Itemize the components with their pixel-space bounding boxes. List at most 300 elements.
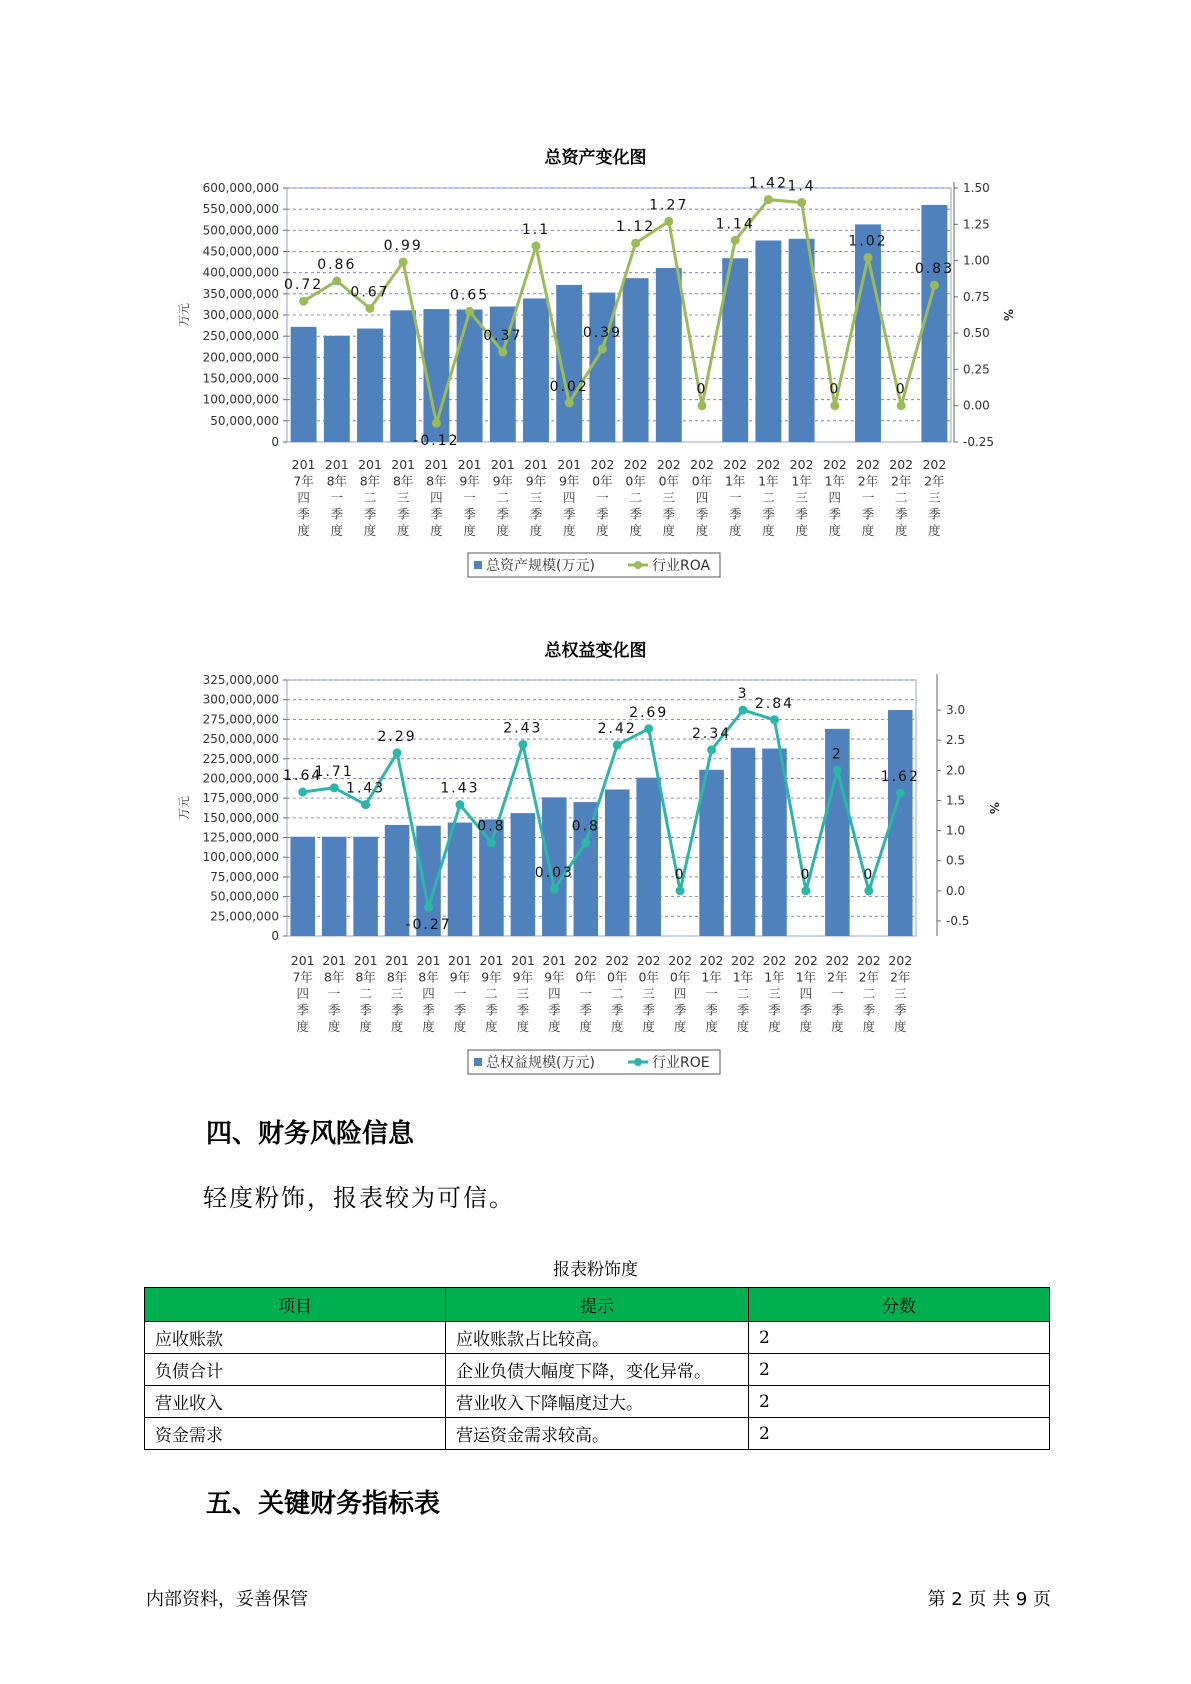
x-tick-label: 1年 [791, 473, 812, 489]
data-label: 0 [895, 381, 907, 398]
x-tick-label: 201 [490, 457, 515, 472]
data-label: 0.86 [317, 256, 357, 273]
y2-tick-label: 1.5 [946, 793, 966, 808]
data-label: 1.62 [880, 769, 920, 786]
bar [789, 239, 815, 442]
data-label: 2.84 [754, 695, 795, 712]
x-tick-label: 202 [668, 953, 693, 968]
line-point [801, 886, 810, 895]
column-header: 项目 [145, 1288, 446, 1322]
x-tick-label: 202 [922, 457, 947, 472]
bar [324, 336, 350, 442]
bar [390, 310, 416, 442]
y-tick-label: 325,000,000 [202, 673, 279, 687]
y2-tick-label: 0.50 [963, 326, 990, 341]
x-tick-label: 三 [396, 490, 410, 505]
x-tick-label: 二 [862, 986, 876, 1001]
x-tick-label: 8年 [386, 969, 408, 985]
y-tick-label: 150,000,000 [202, 371, 279, 386]
data-label: 0.03 [534, 865, 574, 882]
data-label: 0 [800, 866, 812, 883]
x-tick-label: 四 [422, 986, 435, 1001]
x-tick-label: 201 [385, 953, 410, 968]
x-tick-label: 季 [485, 1002, 498, 1018]
y2-tick-label: 0.25 [963, 362, 990, 377]
risk-table-caption: 报表粉饰度 [553, 1260, 638, 1280]
x-tick-label: 二 [762, 490, 775, 505]
x-tick-label: 四 [297, 490, 310, 505]
table-row [145, 1322, 1050, 1354]
x-tick-label: 一 [831, 986, 844, 1001]
x-tick-label: 度 [928, 523, 941, 538]
x-tick-label: 一 [861, 490, 875, 505]
table-cell: 营运资金需求较高。 [446, 1418, 749, 1450]
footer-confidential: 内部资料，妥善保管 [146, 1589, 308, 1610]
bar [322, 837, 347, 936]
y2-tick-label: 3.0 [946, 703, 966, 718]
x-tick-label: 2年 [858, 969, 880, 985]
x-tick-label: 202 [731, 953, 755, 968]
footer-page-number: 第 2 页 共 9 页 [927, 1589, 1051, 1610]
x-tick-label: 季 [728, 506, 742, 522]
data-label: 1.02 [848, 233, 888, 250]
x-tick-label: 度 [516, 1019, 530, 1034]
bar [589, 293, 615, 442]
line-point [770, 715, 779, 724]
column-header: 提示 [446, 1288, 749, 1322]
x-tick-label: 一 [596, 490, 609, 505]
bar [457, 309, 483, 442]
line-point [598, 345, 607, 354]
line-point [864, 886, 873, 895]
x-tick-label: 度 [562, 523, 576, 538]
x-tick-label: 一 [327, 986, 341, 1001]
line-point [631, 239, 640, 248]
x-tick-label: 1年 [701, 969, 722, 985]
x-tick-label: 季 [596, 506, 609, 522]
x-tick-label: 201 [322, 953, 347, 968]
table-cell: 应收账款 [145, 1322, 446, 1354]
x-tick-label: 一 [330, 490, 344, 505]
chart-title-assets: 总资产变化图 [544, 148, 647, 168]
data-label: 0.8 [571, 818, 600, 835]
data-label: 1.1 [521, 222, 551, 239]
risk-table [144, 1287, 1050, 1450]
x-tick-label: 201 [542, 953, 567, 968]
x-tick-label: 201 [290, 953, 315, 968]
x-tick-label: 202 [856, 457, 880, 472]
line-point [833, 766, 842, 775]
x-tick-label: 度 [496, 523, 510, 538]
x-tick-label: 四 [430, 490, 443, 505]
table-cell: 营业收入下降幅度过大。 [446, 1386, 749, 1418]
y-tick-label: 50,000,000 [210, 889, 279, 904]
table-cell: 2 [749, 1354, 1050, 1386]
line-point [707, 745, 716, 754]
x-tick-label: 202 [623, 457, 648, 472]
x-tick-label: 度 [430, 523, 443, 538]
y-tick-label: 100,000,000 [202, 392, 279, 407]
x-tick-label: 季 [762, 506, 775, 522]
line-point [739, 706, 748, 715]
data-label: 0.65 [450, 287, 490, 304]
data-label: 0 [674, 866, 686, 883]
table-header-row [145, 1288, 1050, 1322]
y2-tick-label: 1.50 [963, 181, 990, 195]
data-label: 1.43 [346, 780, 386, 797]
x-tick-label: 202 [789, 457, 814, 472]
x-tick-label: 1年 [758, 473, 779, 489]
x-tick-label: 季 [894, 506, 908, 522]
x-tick-label: 度 [297, 523, 310, 538]
x-tick-label: 202 [888, 953, 913, 968]
x-tick-label: 二 [363, 490, 377, 505]
x-tick-label: 度 [728, 523, 742, 538]
x-tick-label: 二 [629, 490, 642, 505]
data-label: 0 [829, 381, 841, 398]
data-label: 0.83 [914, 261, 954, 278]
y-axis-title: 万元 [177, 795, 191, 821]
y-tick-label: 400,000,000 [202, 265, 279, 280]
data-label: 0.8 [477, 818, 506, 835]
y-tick-label: 75,000,000 [210, 869, 279, 884]
line-point [399, 258, 408, 267]
x-tick-label: 四 [296, 986, 309, 1001]
bar [357, 329, 383, 442]
x-tick-label: 季 [610, 1002, 624, 1018]
line-point [864, 253, 873, 262]
x-tick-label: 季 [359, 1002, 372, 1018]
y-tick-label: 250,000,000 [202, 329, 279, 344]
x-tick-label: 四 [548, 986, 561, 1001]
x-tick-label: 度 [673, 1019, 687, 1034]
data-label: 0.67 [350, 284, 390, 301]
x-tick-label: 一 [463, 490, 476, 505]
y-tick-label: 150,000,000 [202, 810, 279, 825]
line-point [565, 398, 574, 407]
table-cell: 应收账款占比较高。 [446, 1322, 749, 1354]
x-tick-label: 一 [705, 986, 718, 1001]
y2-tick-label: 2.0 [946, 763, 966, 778]
x-tick-label: 9年 [525, 473, 547, 489]
x-tick-label: 二 [496, 490, 510, 505]
x-tick-label: 202 [756, 457, 781, 472]
x-tick-label: 202 [590, 457, 615, 472]
x-tick-label: 1年 [824, 473, 846, 489]
x-tick-label: 季 [629, 506, 642, 522]
x-tick-label: 一 [728, 490, 742, 505]
table-cell: 2 [749, 1386, 1050, 1418]
line-point [698, 401, 707, 410]
x-tick-label: 度 [695, 523, 709, 538]
data-label: 0 [696, 381, 708, 398]
y2-axis-title: % [1001, 308, 1015, 322]
line-point [797, 198, 806, 207]
risk-summary: 轻度粉饰，报表较为可信。 [203, 1184, 515, 1212]
x-tick-label: 度 [579, 1019, 593, 1034]
x-tick-label: 度 [894, 523, 908, 538]
x-tick-label: 度 [894, 1019, 907, 1034]
section-5-title: 五、关键财务指标表 [206, 1489, 441, 1519]
x-tick-label: 度 [463, 523, 476, 538]
legend-label: 总资产规模(万元) [486, 558, 595, 574]
y2-tick-label: 1.00 [963, 253, 990, 268]
x-tick-label: 季 [579, 1002, 593, 1018]
x-tick-label: 度 [485, 1019, 498, 1034]
x-tick-label: 度 [330, 523, 344, 538]
data-label: 2.43 [503, 720, 543, 737]
table-cell: 2 [749, 1418, 1050, 1450]
y2-tick-label: 0.75 [963, 289, 990, 304]
x-tick-label: 201 [557, 457, 582, 472]
x-tick-label: 度 [736, 1019, 750, 1034]
x-tick-label: 四 [562, 490, 576, 505]
x-tick-label: 202 [889, 457, 914, 472]
x-tick-label: 度 [831, 1019, 844, 1034]
x-tick-label: 8年 [355, 969, 376, 985]
y-tick-label: 450,000,000 [202, 244, 279, 259]
x-tick-label: 201 [291, 457, 316, 472]
x-tick-label: 季 [327, 1002, 341, 1018]
bar [605, 789, 630, 936]
x-tick-label: 201 [358, 457, 382, 472]
y-tick-label: 300,000,000 [202, 692, 279, 707]
x-tick-label: 三 [642, 986, 655, 1001]
legend-label: 行业ROE [652, 1055, 710, 1071]
line-point [644, 724, 653, 733]
legend-swatch-point [634, 561, 642, 569]
bar [511, 813, 536, 936]
x-tick-label: 201 [457, 457, 482, 472]
y2-tick-label: 0.5 [946, 853, 966, 868]
table-row [145, 1386, 1050, 1418]
line-point [498, 348, 507, 357]
x-tick-label: 201 [324, 457, 349, 472]
data-label: 2.42 [597, 721, 637, 738]
line-point [930, 281, 939, 290]
x-tick-label: 2年 [857, 473, 879, 489]
y2-tick-label: 1.25 [963, 217, 990, 232]
line-point [393, 748, 402, 757]
data-label: 0 [863, 866, 875, 883]
x-tick-label: 202 [605, 953, 630, 968]
data-label: 2.34 [691, 725, 732, 742]
x-tick-label: 一 [453, 986, 467, 1001]
bar [523, 298, 549, 442]
x-tick-label: 季 [529, 506, 543, 522]
line-point [764, 195, 773, 204]
x-tick-label: 季 [330, 506, 344, 522]
x-tick-label: 201 [524, 457, 548, 472]
x-tick-label: 8年 [323, 969, 345, 985]
line-point [332, 276, 341, 285]
x-tick-label: 季 [928, 506, 941, 522]
data-label: 0.37 [483, 328, 523, 345]
data-label: -0.12 [413, 433, 460, 450]
data-label: -0.27 [405, 917, 452, 934]
y-tick-label: 0 [271, 435, 279, 449]
column-header: 分数 [749, 1288, 1050, 1322]
x-tick-label: 二 [736, 986, 750, 1001]
x-tick-label: 季 [768, 1002, 781, 1018]
x-tick-label: 1年 [795, 969, 817, 985]
bar [636, 778, 661, 936]
x-tick-label: 三 [928, 490, 941, 505]
x-tick-label: 季 [642, 1002, 655, 1018]
x-tick-label: 202 [723, 457, 748, 472]
total-assets-chart [0, 170, 1191, 600]
x-tick-label: 季 [496, 506, 510, 522]
y-axis-title: 万元 [177, 302, 191, 328]
bar [479, 819, 504, 936]
y-tick-label: 0 [271, 929, 279, 943]
y2-tick-label: 2.5 [946, 733, 966, 748]
x-tick-label: 三 [529, 490, 543, 505]
y-tick-label: 125,000,000 [202, 830, 279, 845]
x-tick-label: 202 [825, 953, 850, 968]
x-tick-label: 季 [516, 1002, 530, 1018]
line-point [518, 740, 527, 749]
x-tick-label: 202 [762, 953, 787, 968]
x-tick-label: 201 [510, 953, 535, 968]
x-tick-label: 度 [642, 1019, 655, 1034]
x-tick-label: 9年 [512, 969, 534, 985]
line-point [532, 242, 541, 251]
line-point [731, 236, 740, 245]
data-label: 2.69 [629, 704, 669, 721]
table-cell: 企业负债大幅度下降，变化异常。 [446, 1354, 749, 1386]
x-tick-label: 度 [359, 1019, 372, 1034]
x-tick-label: 1年 [732, 969, 754, 985]
line-point [581, 838, 590, 847]
x-tick-label: 三 [894, 986, 907, 1001]
x-tick-label: 季 [894, 1002, 907, 1018]
line-point [613, 741, 622, 750]
bar [291, 327, 317, 442]
x-tick-label: 四 [673, 986, 687, 1001]
line-point [361, 800, 370, 809]
line-point [487, 838, 496, 847]
x-tick-label: 度 [596, 523, 609, 538]
legend-swatch-point [634, 1058, 642, 1066]
line-point [432, 419, 441, 428]
x-tick-label: 0年 [691, 473, 713, 489]
x-tick-label: 一 [579, 986, 593, 1001]
table-cell: 2 [749, 1322, 1050, 1354]
y-tick-label: 25,000,000 [210, 909, 279, 924]
x-tick-label: 度 [548, 1019, 561, 1034]
table-cell: 资金需求 [145, 1418, 446, 1450]
x-tick-label: 季 [673, 1002, 687, 1018]
line-point [330, 783, 339, 792]
x-tick-label: 0年 [669, 969, 691, 985]
x-tick-label: 202 [690, 457, 714, 472]
y-tick-label: 100,000,000 [202, 850, 279, 865]
y2-axis-title: % [987, 801, 1001, 815]
x-tick-label: 度 [762, 523, 775, 538]
x-tick-label: 202 [573, 953, 598, 968]
x-tick-label: 度 [390, 1019, 404, 1034]
x-tick-label: 度 [529, 523, 543, 538]
x-tick-label: 二 [359, 986, 372, 1001]
data-label: 3 [737, 686, 749, 703]
x-tick-label: 201 [416, 953, 441, 968]
x-tick-label: 季 [861, 506, 875, 522]
bar [353, 837, 378, 936]
bar [731, 748, 756, 936]
x-tick-label: 四 [828, 490, 842, 505]
line-point [550, 885, 559, 894]
y-tick-label: 200,000,000 [202, 771, 279, 786]
bar [762, 749, 787, 936]
line-point [298, 788, 307, 797]
x-tick-label: 0年 [658, 473, 680, 489]
y2-tick-label: -0.5 [946, 913, 970, 928]
x-tick-label: 7年 [293, 473, 314, 489]
x-tick-label: 7年 [292, 969, 313, 985]
x-tick-label: 2年 [924, 473, 945, 489]
x-tick-label: 季 [297, 506, 310, 522]
x-tick-label: 202 [793, 953, 818, 968]
legend-label: 行业ROA [652, 558, 711, 574]
x-tick-label: 季 [831, 1002, 844, 1018]
y2-tick-label: 1.0 [946, 823, 966, 838]
x-tick-label: 季 [548, 1002, 561, 1018]
y-tick-label: 300,000,000 [202, 308, 279, 322]
y-tick-label: 50,000,000 [210, 413, 279, 428]
data-label: 0.99 [383, 238, 423, 255]
line-point [897, 401, 906, 410]
x-tick-label: 1年 [724, 473, 746, 489]
x-tick-label: 2年 [890, 969, 911, 985]
x-tick-label: 季 [562, 506, 576, 522]
y2-tick-label: -0.25 [963, 435, 995, 449]
x-tick-label: 季 [695, 506, 709, 522]
total-equity-chart [0, 664, 1191, 1084]
y-tick-label: 200,000,000 [202, 350, 279, 365]
data-label: 1.14 [715, 216, 755, 233]
x-tick-label: 度 [799, 1019, 813, 1034]
x-tick-label: 9年 [544, 969, 565, 985]
bar [656, 268, 682, 442]
x-tick-label: 8年 [359, 473, 381, 489]
y-tick-label: 175,000,000 [202, 791, 279, 806]
x-tick-label: 202 [636, 953, 661, 968]
line-point [299, 297, 308, 306]
x-tick-label: 度 [327, 1019, 341, 1034]
data-label: 0.39 [582, 325, 622, 342]
line-point [896, 789, 905, 798]
data-label: 2.29 [377, 728, 417, 745]
line-point [366, 304, 375, 313]
x-tick-label: 0年 [592, 473, 613, 489]
x-tick-label: 季 [396, 506, 410, 522]
chart-title-equity: 总权益变化图 [544, 641, 647, 661]
x-tick-label: 季 [662, 506, 676, 522]
x-tick-label: 季 [390, 1002, 404, 1018]
x-tick-label: 三 [768, 986, 781, 1001]
line-point [830, 401, 839, 410]
x-tick-label: 8年 [426, 473, 447, 489]
y-tick-label: 275,000,000 [202, 712, 279, 727]
line-point [455, 800, 464, 809]
x-tick-label: 202 [656, 457, 681, 472]
x-tick-label: 二 [894, 490, 908, 505]
x-tick-label: 0年 [575, 969, 597, 985]
legend-swatch-bars [474, 561, 482, 569]
table-cell: 负债合计 [145, 1354, 446, 1386]
plot-area [287, 680, 916, 936]
